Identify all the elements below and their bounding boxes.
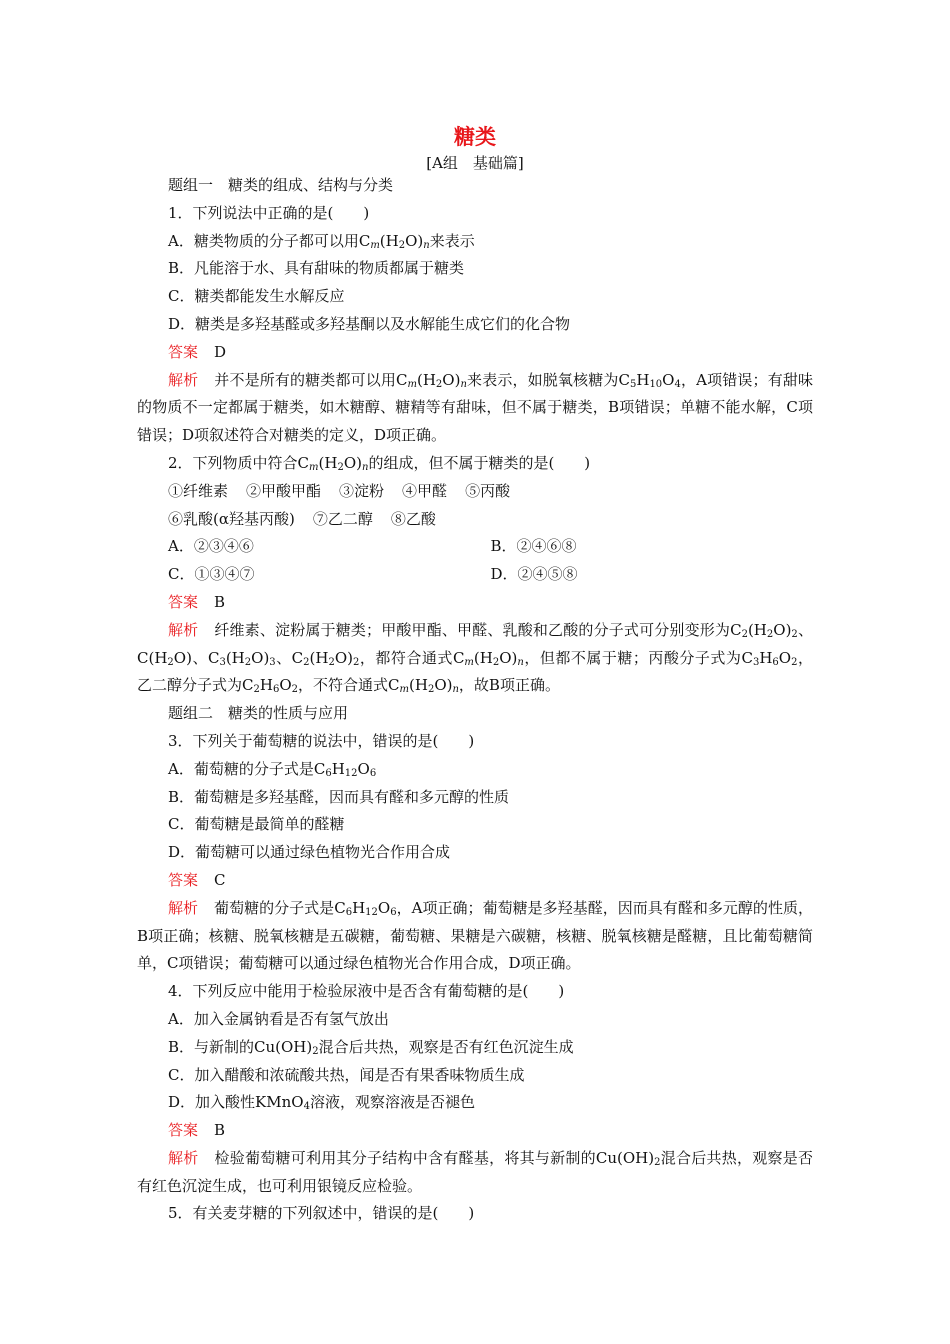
q2-item: ④甲醛 <box>402 481 448 500</box>
q2-item: ⑧乙酸 <box>390 509 436 528</box>
section-subtitle: [A组 基础篇] <box>426 154 524 172</box>
answer-label: 答案 <box>168 342 199 361</box>
q5-stem: 5．有关麦芽糖的下列叙述中，错误的是( ) <box>168 1204 475 1223</box>
q2-option-b: B．②④⑥⑧ <box>490 537 577 556</box>
answer-label: 答案 <box>168 1121 199 1140</box>
q2-items-row2 <box>137 506 813 534</box>
q3-option-d: D．葡萄糖可以通过绿色植物光合作用合成 <box>168 843 451 862</box>
group-heading-1: 题组一 糖类的组成、结构与分类 <box>168 176 394 194</box>
group-heading-2: 题组二 糖类的性质与应用 <box>168 704 349 723</box>
analysis-label: 解析 <box>168 1148 199 1167</box>
q1-analysis: 解析 并不是所有的糖类都可以用$C_m(H_2O)_n$来表示，如脱氧核糖为$C_5H_{10}O_4$，A项错误；有甜味的物质不一定都属于糖类，如木糖醇、糖精等有甜味，但不属于糖类，B项错误；单糖不能水解，C项错误；D项叙述符合对糖类的定义，D项正确。 <box>137 370 813 445</box>
q2-item: ③淀粉 <box>339 481 385 500</box>
q4-analysis: 解析 检验葡萄糖可利用其分子结构中含有醛基，将其与新制的$Cu(OH)_2$混合后共热，观察是否有红色沉淀生成，也可利用银镜反应检验。 <box>137 1148 813 1195</box>
q1-option-a: A．糖类物质的分子都可以用$C_m(H_2O)_n$来表示 <box>168 231 475 251</box>
q3-option-a: A．葡萄糖的分子式是$C_6H_{12}O_6$ <box>168 759 377 779</box>
q4-option-c: C．加入醋酸和浓硫酸共热，闻是否有果香味物质生成 <box>168 1065 525 1084</box>
q2-option-c: C．①③④⑦ <box>168 565 255 584</box>
q4-option-b: B．与新制的$Cu(OH)_2$混合后共热，观察是否有红色沉淀生成 <box>168 1037 574 1057</box>
q2-item: ①纤维素 <box>168 481 229 500</box>
q4-answer: 答案 B <box>168 1121 226 1140</box>
analysis-label: 解析 <box>168 620 199 639</box>
q2-analysis: 解析 纤维素、淀粉属于糖类；甲酸甲酯、甲醛、乳酸和乙酸的分子式可分别变形为$C_2(H_2O)_2$、$C(H_2O)$、$C_3(H_2O)_3$、$C_2(H_2O)_2$，都符合通式$C_m(H_2O)_n$，但都不属于糖；丙酸分子式为$C_3H_6O_2$，乙二醇分子式为$C_2H_6O_2$，不符合通式$C_m(H_2O)_n$，故B项正确。 <box>137 620 813 696</box>
q1-option-d: D．糖类是多羟基醛或多羟基酮以及水解能生成它们的化合物 <box>168 314 571 333</box>
analysis-label: 解析 <box>168 898 199 917</box>
q2-item: ②甲酸甲酯 <box>246 481 322 500</box>
q4-option-a: A．加入金属钠看是否有氢气放出 <box>168 1009 389 1028</box>
answer-label: 答案 <box>168 592 199 611</box>
q2-option-a: A．②③④⑥ <box>168 537 254 556</box>
q2-item: ⑥乳酸(α羟基丙酸) <box>168 509 295 528</box>
q3-stem: 3．下列关于葡萄糖的说法中，错误的是( ) <box>168 731 475 750</box>
q2-items-row1 <box>137 478 813 506</box>
q3-option-b: B．葡萄糖是多羟基醛，因而具有醛和多元醇的性质 <box>168 787 510 806</box>
q4-stem: 4．下列反应中能用于检验尿液中是否含有葡萄糖的是( ) <box>168 982 565 1001</box>
q2-option-d: D．②④⑤⑧ <box>490 565 578 584</box>
q3-answer: 答案 C <box>168 870 226 889</box>
q1-option-b: B．凡能溶于水、具有甜味的物质都属于糖类 <box>168 259 465 278</box>
answer-label: 答案 <box>168 870 199 889</box>
q3-option-c: C．葡萄糖是最简单的醛糖 <box>168 815 345 834</box>
q2-answer: 答案 B <box>168 592 226 611</box>
analysis-label: 解析 <box>168 370 199 389</box>
q1-answer: 答案 D <box>168 342 227 361</box>
q2-item: ⑦乙二醇 <box>312 509 373 528</box>
q2-options-ab <box>137 533 813 561</box>
q3-analysis: 解析 葡萄糖的分子式是$C_6H_{12}O_6$，A项正确；葡萄糖是多羟基醛，因而具有醛和多元醇的性质，B项正确；核糖、脱氧核糖是五碳糖，葡萄糖、果糖是六碳糖，核糖、脱氧核糖是醛糖，且比葡萄糖简单，C项错误；葡萄糖可以通过绿色植物光合作用合成，D项正确。 <box>137 898 813 973</box>
q2-stem: 2．下列物质中符合$C_m(H_2O)_n$的组成，但不属于糖类的是( ) <box>168 453 591 473</box>
q1-option-c: C．糖类都能发生水解反应 <box>168 287 345 306</box>
q1-stem: 1．下列说法中正确的是( ) <box>168 203 370 222</box>
q2-item: ⑤丙酸 <box>465 481 511 500</box>
q4-option-d: D．加入酸性KMnO$_4$溶液，观察溶液是否褪色 <box>168 1093 475 1113</box>
page-title: 糖类 <box>454 125 496 149</box>
q2-options-cd <box>137 561 813 589</box>
document-body <box>137 172 813 1228</box>
